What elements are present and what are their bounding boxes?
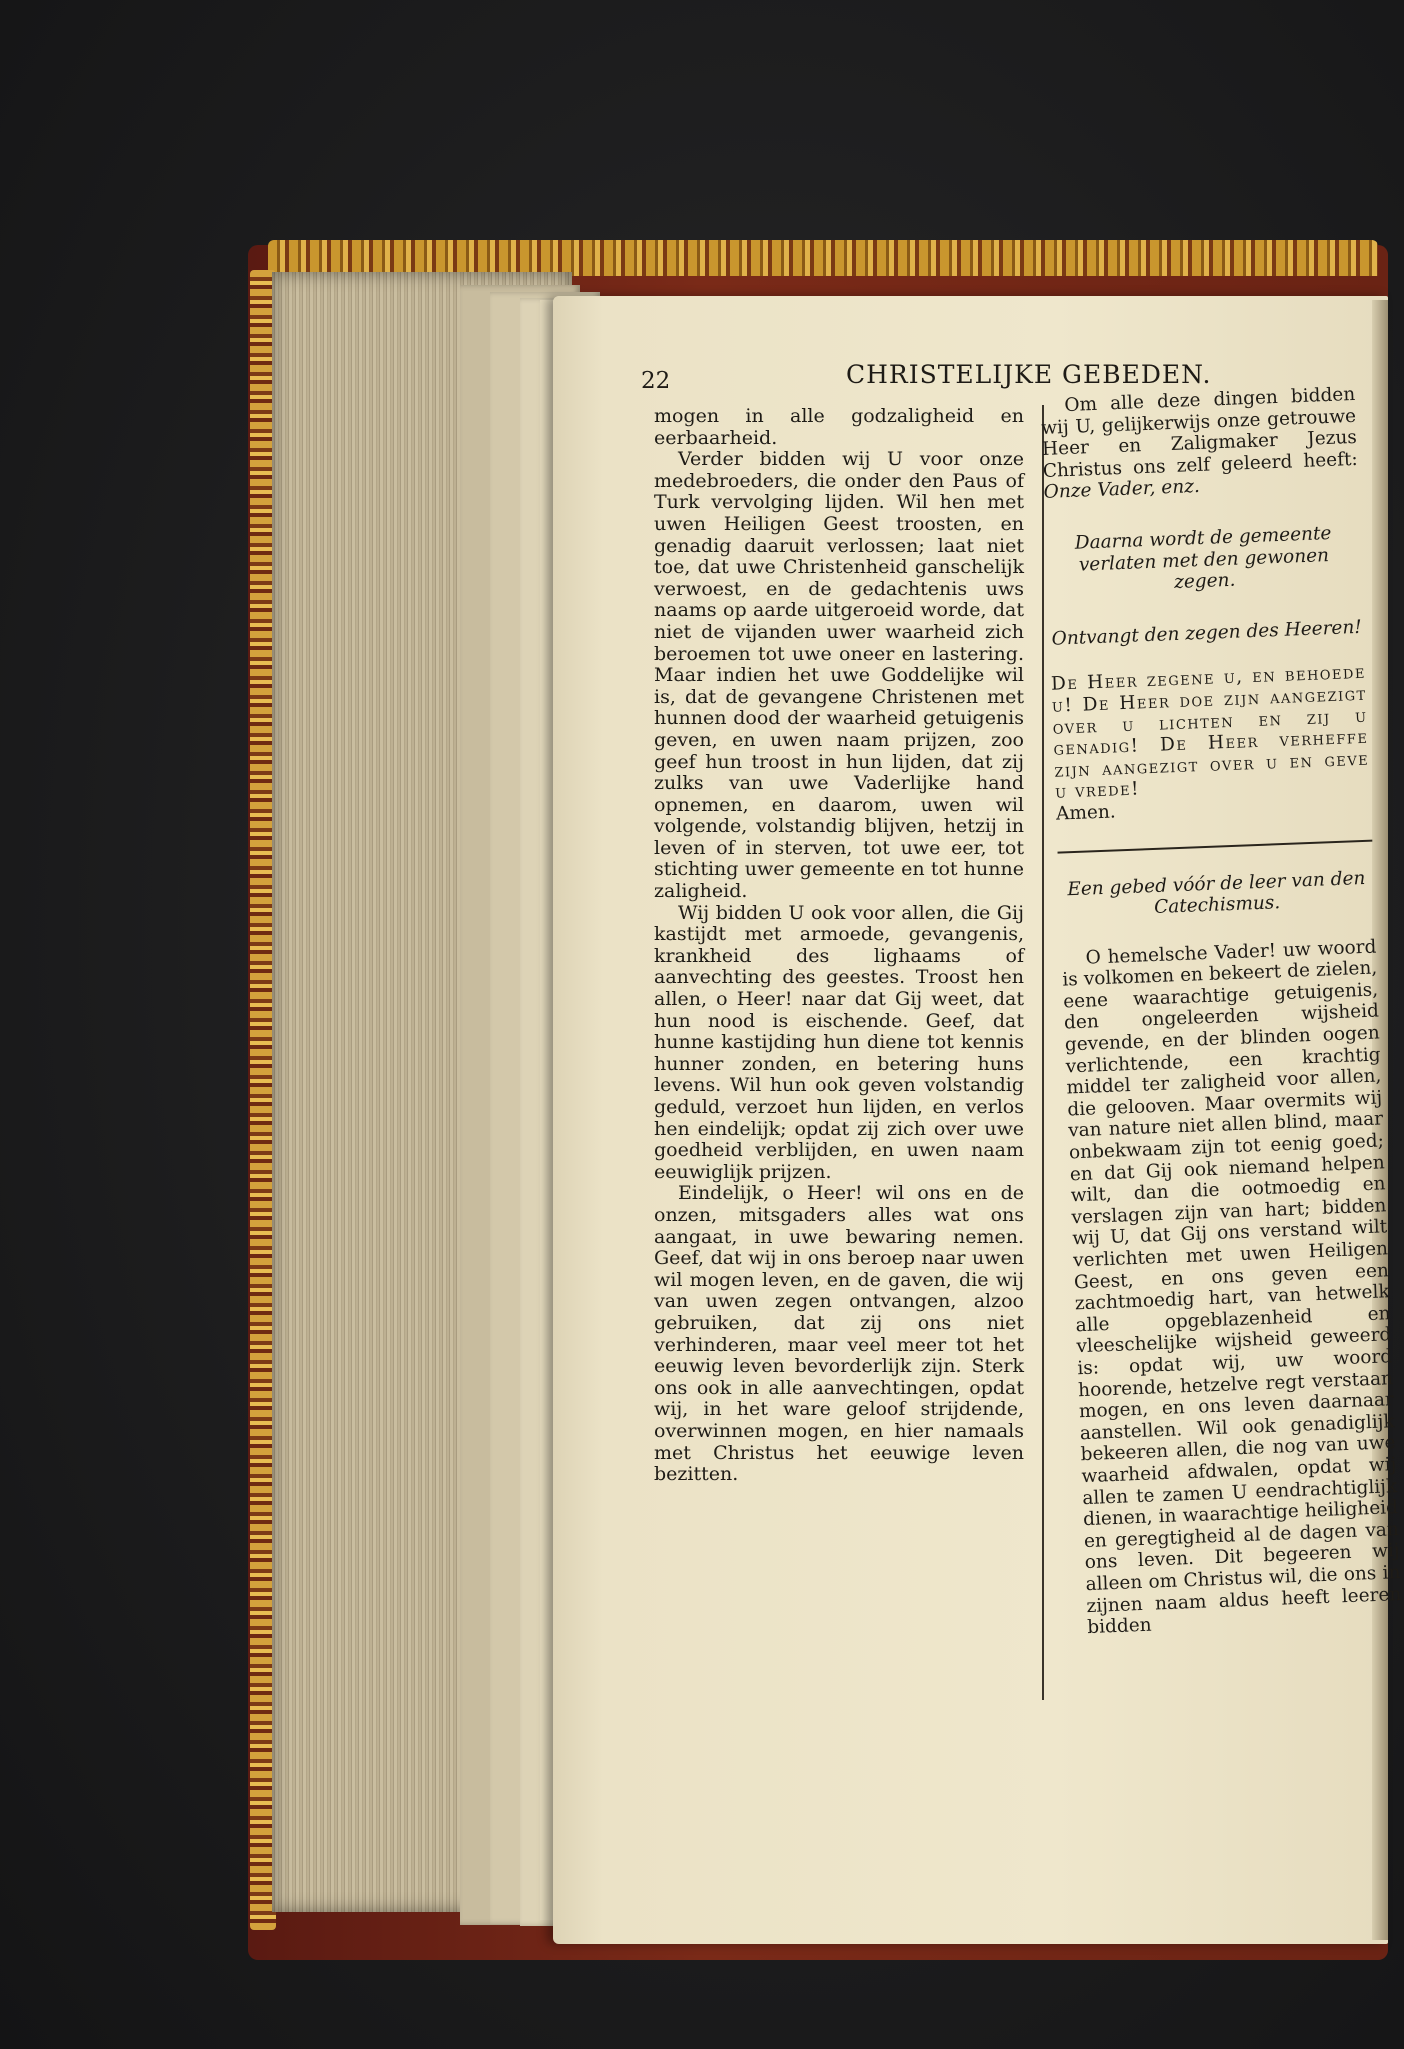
amen: Amen. xyxy=(1055,801,1117,825)
column-rule xyxy=(1042,405,1044,1700)
left-column xyxy=(654,406,1024,1486)
paragraph: O hemelsche Vader! uw woord is volkomen en bekeert de zielen, eene waarachtige getuigenis, den ongeleerden wijsheid gevende, en der blinden oogen verlichtende, een krachtig middel ter zaligheid voor allen, die gelooven. Maar overmits wij van nature niet allen blind, maar onbekwaam zijn tot eenig goed; en dat Gij ook niemand helpen wilt, dan die ootmoedig en verslagen zijn van hart; bidden wij U, dat Gij ons verstand wilt verlichten met uwen Heiligen Geest, en ons geven een zachtmoedig hart, van hetwelk alle opgeblazenheid en vleeschelijke wijsheid geweerd is: opdat wij, uw woord hoorende, hetzelve regt verstaan mogen, en ons leven daarnaar aanstellen. Wil ook genadiglijk bekeeren allen, die nog van uwe waarheid afdwalen, opdat wij allen te zamen U eendrachtiglijk dienen, in waarachtige heiligheid en geregtigheid al de dagen van ons leven. Dit begeeren wij alleen om Christus wil, die ons in zijnen naam aldus heeft leeren bidden xyxy=(1062,936,1402,1639)
paragraph: mogen in alle godzaligheid en eerbaarheid. xyxy=(654,405,1024,449)
paragraph: Wij bidden U ook voor allen, die Gij kastijdt met armoede, gevangenis, krankheid des lighaams of aanvechting des geestes. Troost hen allen, o Heer! naar dat Gij weet, dat hun nood is eischende. Geef, dat hunne kastijding hun diene tot kennis hunner zonden, en betering huns levens. Wil hun ook geven volstandig geduld, verzoet hun lijden, en verlos hen eindelijk; opdat zij zich over uwe goedheid verblijden, en uwen naam eeuwiglijk prijzen. xyxy=(654,901,1024,1183)
running-head: CHRISTELIJKE GEBEDEN. xyxy=(846,360,1212,389)
rubric: Daarna wordt de gemeente verlaten met den gewonen zegen. xyxy=(1074,522,1332,594)
intro-italic: Onze Vader, enz. xyxy=(1043,476,1201,504)
section-title: Een gebed vóór de leer van den Catechismus. xyxy=(1066,867,1366,919)
right-column xyxy=(1040,384,1403,1639)
section-rule xyxy=(1057,839,1372,853)
paragraph: Eindelijk, o Heer! wil ons en de onzen, mitsgaders alles wat ons aangaat, in uwe bewaring nemen. Geef, dat wij in ons beroep naar uwen wil mogen leven, en de gaven, die wij van uwen zegen ontvangen, alzoo gebruiken, dat zij ons niet verhinderen, maar veel meer tot het eeuwig leven bevorderlijk zijn. Sterk ons ook in alle aanvechtingen, opdat wij, in het ware geloof strijdende, overwinnen mogen, en hier namaals met Christus het eeuwige leven bezitten. xyxy=(654,1182,1024,1486)
paragraph xyxy=(1040,384,1359,504)
rubric: Ontvangt den zegen des Heeren! xyxy=(1051,616,1363,650)
page-number: 22 xyxy=(641,368,671,394)
paragraph: Verder bidden wij U voor onze medebroeders, die onder den Paus of Turk vervolging lijden. Wil hen met uwen Heiligen Geest troosten, en genadig daaruit verlossen; laat niet toe, dat uwe Christenheid ganschelijk verwoest, en de gedachtenis uws naams op aarde uitgeroeid worde, dat niet de vijanden uwer waarheid zich beroemen tot uwe oneer en lastering. Maar indien het uwe Goddelijke wil is, dat de gevangene Christenen met hunnen dood der waarheid getuigenis geven, en uwen naam prijzen, zoo geef hun troost in hun lijden, dat zij zulks van uwe Vaderlijke hand opnemen, en daarom, uwen wil volgende, volstandig blijven, hetzij in leven of in sterven, tot uwe eer, tot stichting uwer gemeente en tot hunne zaligheid. xyxy=(654,448,1024,903)
intro-text: Om alle deze dingen bidden wij U, gelijkerwijs onze getrouwe Heer en Zaligmaker Jezus Christus ons zelf geleerd heeft: xyxy=(1040,383,1359,482)
gilt-top-edge xyxy=(268,240,1378,276)
blessing: De Heer zegene u, en behoede u! De Heer doe zijn aangezigt over u lichten en zij u genadig! De Heer verheffe zijn aangezigt over u en geve u vrede! xyxy=(1050,662,1370,804)
